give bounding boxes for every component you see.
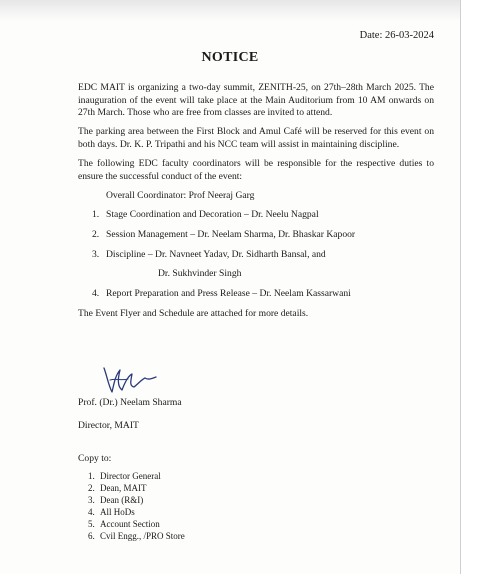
copy-to-item [88, 470, 185, 482]
closing-line: The Event Flyer and Schedule are attached for more details. [78, 308, 309, 320]
overall-coordinator: Overall Coordinator: Prof Neeraj Garg [106, 189, 255, 201]
duty-text: Discipline – Dr. Navneet Yadav, Dr. Sidharth Bansal, and [106, 249, 326, 261]
copy-to-number: 5. [88, 519, 95, 529]
copy-to-number: 1. [88, 471, 95, 481]
copy-to-item [88, 494, 185, 506]
copy-to-text: Director General [100, 471, 161, 481]
copy-to-heading: Copy to: [78, 453, 112, 464]
paragraph-event-intro: EDC MAIT is organizing a two-day summit, ZENITH-25, on 27th–28th March 2025. The inauguration of the event will take place at the Main Auditorium from 10 AM onwards on 27th March. Those who are free from classes are invited to attend. [78, 82, 434, 119]
copy-to-item [88, 530, 185, 542]
scan-edge [0, 0, 460, 22]
copy-to-number: 2. [88, 483, 95, 493]
paragraph-coordinators: The following EDC faculty coordinators will be responsible for the respective duties to ensure the successful conduct of the event: [78, 157, 434, 182]
copy-to-text: All HoDs [100, 507, 135, 517]
duty-number: 1. [92, 209, 100, 221]
copy-to-list [88, 470, 185, 542]
copy-to-item [88, 506, 185, 518]
copy-to-number: 4. [88, 507, 95, 517]
copy-to-text: Dean, MAIT [100, 483, 147, 493]
duty-number: 3. [92, 249, 100, 261]
duty-text: Stage Coordination and Decoration – Dr. Neelu Nagpal [106, 209, 319, 221]
duty-number: 4. [92, 288, 100, 300]
duty-item [78, 229, 434, 242]
copy-to-number: 3. [88, 495, 95, 505]
copy-to-text: Account Section [100, 519, 160, 529]
duty-item [78, 249, 434, 280]
duty-text-continuation: Dr. Sukhvinder Singh [158, 268, 242, 280]
duties-list [78, 209, 434, 300]
notice-title: NOTICE [201, 50, 259, 65]
notice-body [78, 82, 434, 327]
signer-name: Prof. (Dr.) Neelam Sharma [78, 397, 182, 408]
signer-block [78, 396, 182, 433]
signature-image [98, 362, 160, 398]
copy-to-number: 6. [88, 531, 95, 541]
duty-item [78, 209, 434, 222]
duty-number: 2. [92, 229, 100, 241]
signer-designation: Director, MAIT [78, 420, 139, 431]
copy-to-text: Dean (R&I) [100, 495, 144, 505]
duty-item [78, 288, 434, 301]
copy-to-text: Cvil Engg., /PRO Store [100, 531, 185, 541]
paragraph-parking: The parking area between the First Block and Amul Café will be reserved for this event on both days. Dr. K. P. Tripathi and his NCC team will assist in maintaining discipline. [78, 126, 434, 150]
notice-date: Date: 26-03-2024 [359, 30, 434, 41]
duty-text: Report Preparation and Press Release – Dr. Neelam Kassarwani [106, 288, 351, 300]
duty-text: Session Management – Dr. Neelam Sharma, Dr. Bhaskar Kapoor [106, 229, 356, 241]
copy-to-item [88, 482, 185, 494]
copy-to-item [88, 518, 185, 530]
